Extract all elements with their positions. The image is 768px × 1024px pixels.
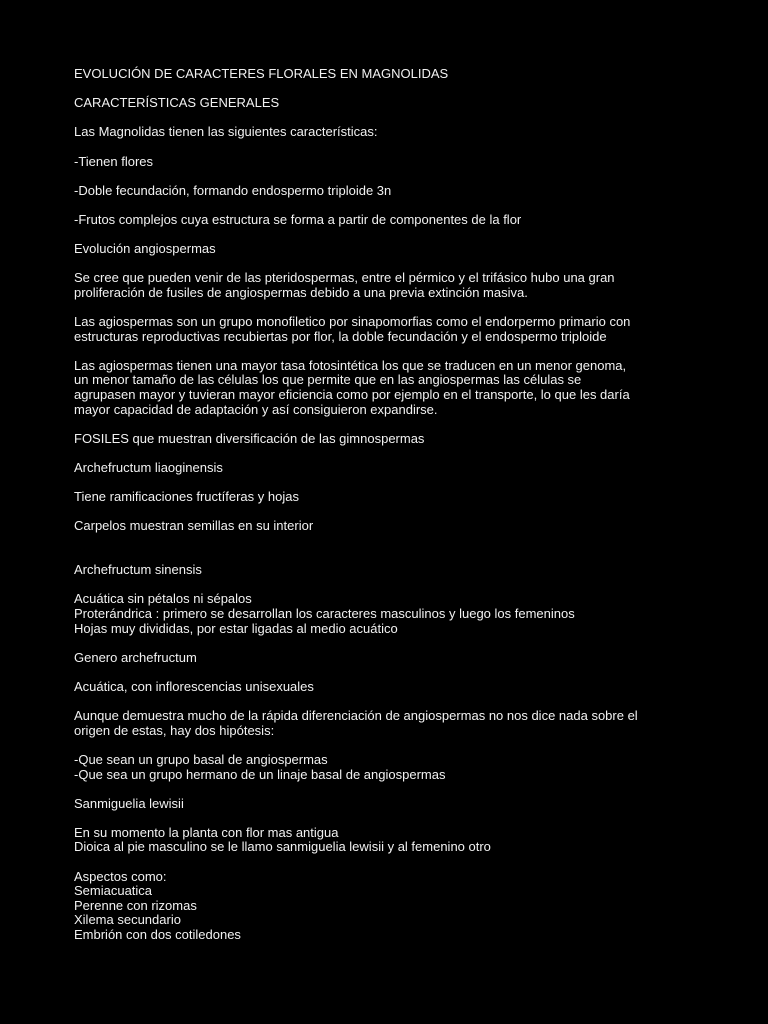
- blank-line: [74, 549, 714, 564]
- fossil-trait: Hojas muy divididas, por estar ligadas al medio acuático: [74, 620, 398, 636]
- fossil-trait: Tiene ramificaciones fructíferas y hojas: [74, 489, 299, 505]
- paragraph-line: agrupasen mayor y tuvieran mayor eficiencia como por ejemplo en el transporte, lo que les daría: [74, 387, 630, 403]
- paragraph-line: proliferación de fusiles de angiospermas debido a una previa extinción masiva.: [74, 284, 528, 300]
- paragraph-line: un menor tamaño de las células los que permite que en las angiospermas las células se: [74, 372, 582, 388]
- paragraph-line: Las agiospermas son un grupo monofiletico por sinapomorfias como el endorpermo primario con: [74, 314, 631, 330]
- fossil-trait: En su momento la planta con flor mas antigua: [74, 824, 339, 840]
- aspects-list: [74, 870, 714, 943]
- fossil-trait: Carpelos muestran semillas en su interior: [74, 518, 314, 534]
- paragraph-line: mayor capacidad de adaptación y así consiguieron expandirse.: [74, 401, 438, 417]
- paragraph-line: origen de estas, hay dos hipótesis:: [74, 722, 275, 738]
- paragraph-line: Aunque demuestra mucho de la rápida diferenciación de angiospermas no nos dice nada sobre el: [74, 708, 638, 724]
- fossil-trait: Proterándrica : primero se desarrollan los caracteres masculinos y luego los femeninos: [74, 605, 575, 621]
- section-heading-fossils: FOSILES que muestran diversificación de las gimnospermas: [74, 430, 425, 446]
- paragraph-line: Las agiospermas tienen una mayor tasa fotosintética los que se traducen en un menor genoma,: [74, 357, 627, 373]
- aspect-item: Embrión con dos cotiledones: [74, 927, 241, 943]
- intro-paragraph: Las Magnolidas tienen las siguientes características:: [74, 124, 378, 140]
- paragraph-line: estructuras reproductivas recubiertas por flor, la doble fecundación y el endospermo triploide: [74, 328, 607, 344]
- fossil-name: Archefructum sinensis: [74, 562, 202, 578]
- paragraph-monophyletic: [74, 315, 714, 344]
- trait-item: -Tienen flores: [74, 153, 153, 169]
- trait-item: -Doble fecundación, formando endospermo triploide 3n: [74, 182, 392, 198]
- paragraph-hypotheses: [74, 709, 714, 738]
- fossil-trait: Acuática sin pétalos ni sépalos: [74, 591, 252, 607]
- aspect-item: Semiacuatica: [74, 883, 153, 899]
- aspects-heading: Aspectos como:: [74, 868, 167, 884]
- document-page: [74, 67, 714, 957]
- genus-trait: Acuática, con inflorescencias unisexuales: [74, 678, 314, 694]
- fossil-trait: Dioica al pie masculino se le llamo sanmiguelia lewisii y al femenino otro: [74, 839, 491, 855]
- paragraph-origin: [74, 271, 714, 300]
- aspect-item: Perenne con rizomas: [74, 897, 197, 913]
- aspect-item: Xilema secundario: [74, 912, 181, 928]
- hypothesis-item: -Que sean un grupo basal de angiospermas: [74, 751, 328, 767]
- hypotheses-list: [74, 753, 714, 782]
- hypothesis-item: -Que sea un grupo hermano de un linaje basal de angiospermas: [74, 766, 446, 782]
- fossil-traits-block: [74, 826, 714, 855]
- paragraph-photosynthesis: [74, 359, 714, 417]
- trait-item: -Frutos complejos cuya estructura se forma a partir de componentes de la flor: [74, 211, 522, 227]
- paragraph-line: Se cree que pueden venir de las pteridospermas, entre el pérmico y el trifásico hubo una gran: [74, 270, 615, 286]
- section-heading-general: CARACTERÍSTICAS GENERALES: [74, 95, 280, 111]
- fossil-name: Archefructum liaoginensis: [74, 460, 223, 476]
- fossil-traits-block: [74, 592, 714, 636]
- fossil-name: Sanmiguelia lewisii: [74, 795, 184, 811]
- genus-name: Genero archefructum: [74, 649, 197, 665]
- document-title: EVOLUCIÓN DE CARACTERES FLORALES EN MAGNOLIDAS: [74, 66, 449, 81]
- section-heading-evolution: Evolución angiospermas: [74, 241, 216, 257]
